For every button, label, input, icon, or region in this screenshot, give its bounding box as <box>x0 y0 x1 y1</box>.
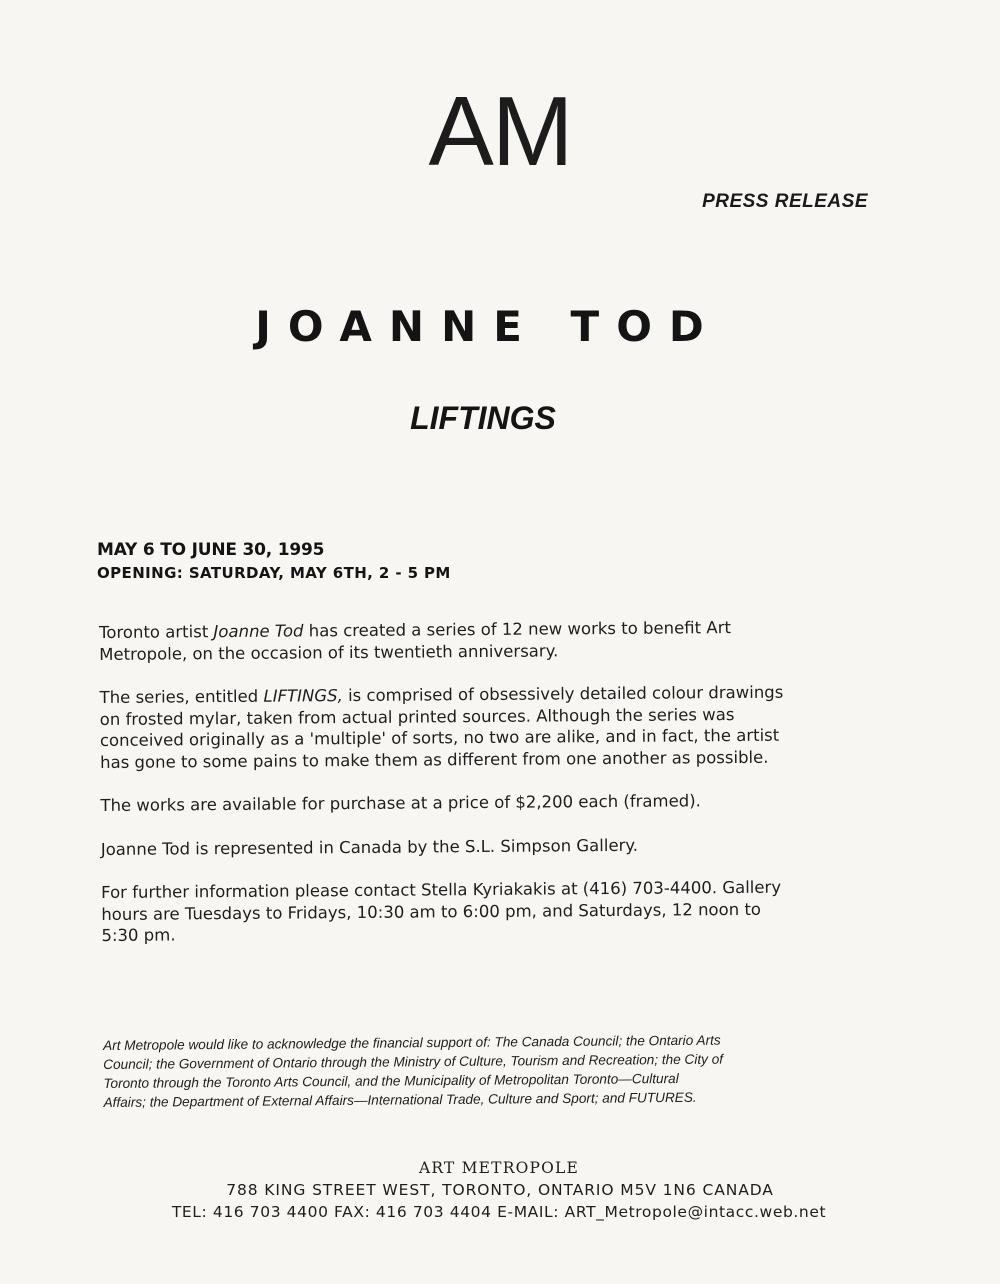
artist-name-heading: JOANNE TOD <box>255 302 721 351</box>
am-logo: AM <box>428 76 572 186</box>
paragraph-intro <box>99 616 889 665</box>
acknowledgement-line-1: Art Metropole would like to acknowledge the financial support of: The Canada Council; the Ontario Arts <box>103 1032 721 1053</box>
paragraph-contact-line-2: hours are Tuesdays to Fridays, 10:30 am to 6:00 pm, and Saturdays, 12 noon to <box>101 899 762 924</box>
paragraph-contact-line-1: For further information please contact Stella Kyriakakis at (416) 703-4400. Gallery <box>101 877 782 902</box>
letterhead-footer <box>0 1157 1000 1223</box>
acknowledgement-line-2: Council; the Government of Ontario through the Ministry of Culture, Tourism and Recreation; the City of <box>103 1051 724 1072</box>
series-text-c: is comprised of obsessively detailed colour drawings <box>342 682 784 706</box>
acknowledgement-note <box>103 1029 894 1112</box>
intro-text-c: has created a series of 12 new works to benefit Art <box>303 618 731 641</box>
paragraph-series-line-2: on frosted mylar, taken from actual printed sources. Although the series was <box>99 704 735 729</box>
press-release-label: PRESS RELEASE <box>702 191 868 212</box>
exhibition-dates: MAY 6 TO JUNE 30, 1995 <box>97 540 325 560</box>
exhibition-title: LIFTINGS <box>410 400 556 436</box>
acknowledgement-line-4: Affairs; the Department of External Affairs—International Trade, Culture and Sport; and FUTURES. <box>103 1089 697 1110</box>
exhibition-dates-block <box>97 538 451 584</box>
organization-address: 788 KING STREET WEST, TORONTO, ONTARIO M5V 1N6 CANADA <box>226 1181 774 1199</box>
paragraph-price: The works are available for purchase at a price of $2,200 each (framed). <box>100 791 701 815</box>
organization-contact: TEL: 416 703 4400 FAX: 416 703 4404 E-MAIL: ART_Metropole@intacc.web.net <box>171 1203 827 1221</box>
paragraph-representation: Joanne Tod is represented in Canada by the S.L. Simpson Gallery. <box>100 835 639 859</box>
organization-name: ART METROPOLE <box>418 1159 580 1177</box>
paragraph-series <box>100 681 891 773</box>
press-release-body <box>99 616 892 969</box>
series-text-a: The series, entitled <box>99 686 264 707</box>
paragraph-series-line-4: has gone to some pains to make them as different from one another as possible. <box>100 747 769 772</box>
opening-reception: OPENING: SATURDAY, MAY 6TH, 2 - 5 PM <box>97 564 451 582</box>
paragraph-series-line-3: conceived originally as a 'multiple' of sorts, no two are alike, and in fact, the artist <box>99 725 780 750</box>
acknowledgement-line-3: Toronto through the Toronto Arts Council, and the Municipality of Metropolitan Toronto—Cultural <box>103 1070 679 1091</box>
paragraph-intro-line-2: Metropole, on the occasion of its twentieth anniversary. <box>99 640 559 664</box>
series-title: LIFTINGS, <box>263 686 343 706</box>
intro-artist-name: Joanne Tod <box>213 621 304 642</box>
paragraph-contact <box>101 876 891 947</box>
paragraph-contact-line-3: 5:30 pm. <box>101 925 176 945</box>
intro-text-a: Toronto artist <box>99 622 214 642</box>
